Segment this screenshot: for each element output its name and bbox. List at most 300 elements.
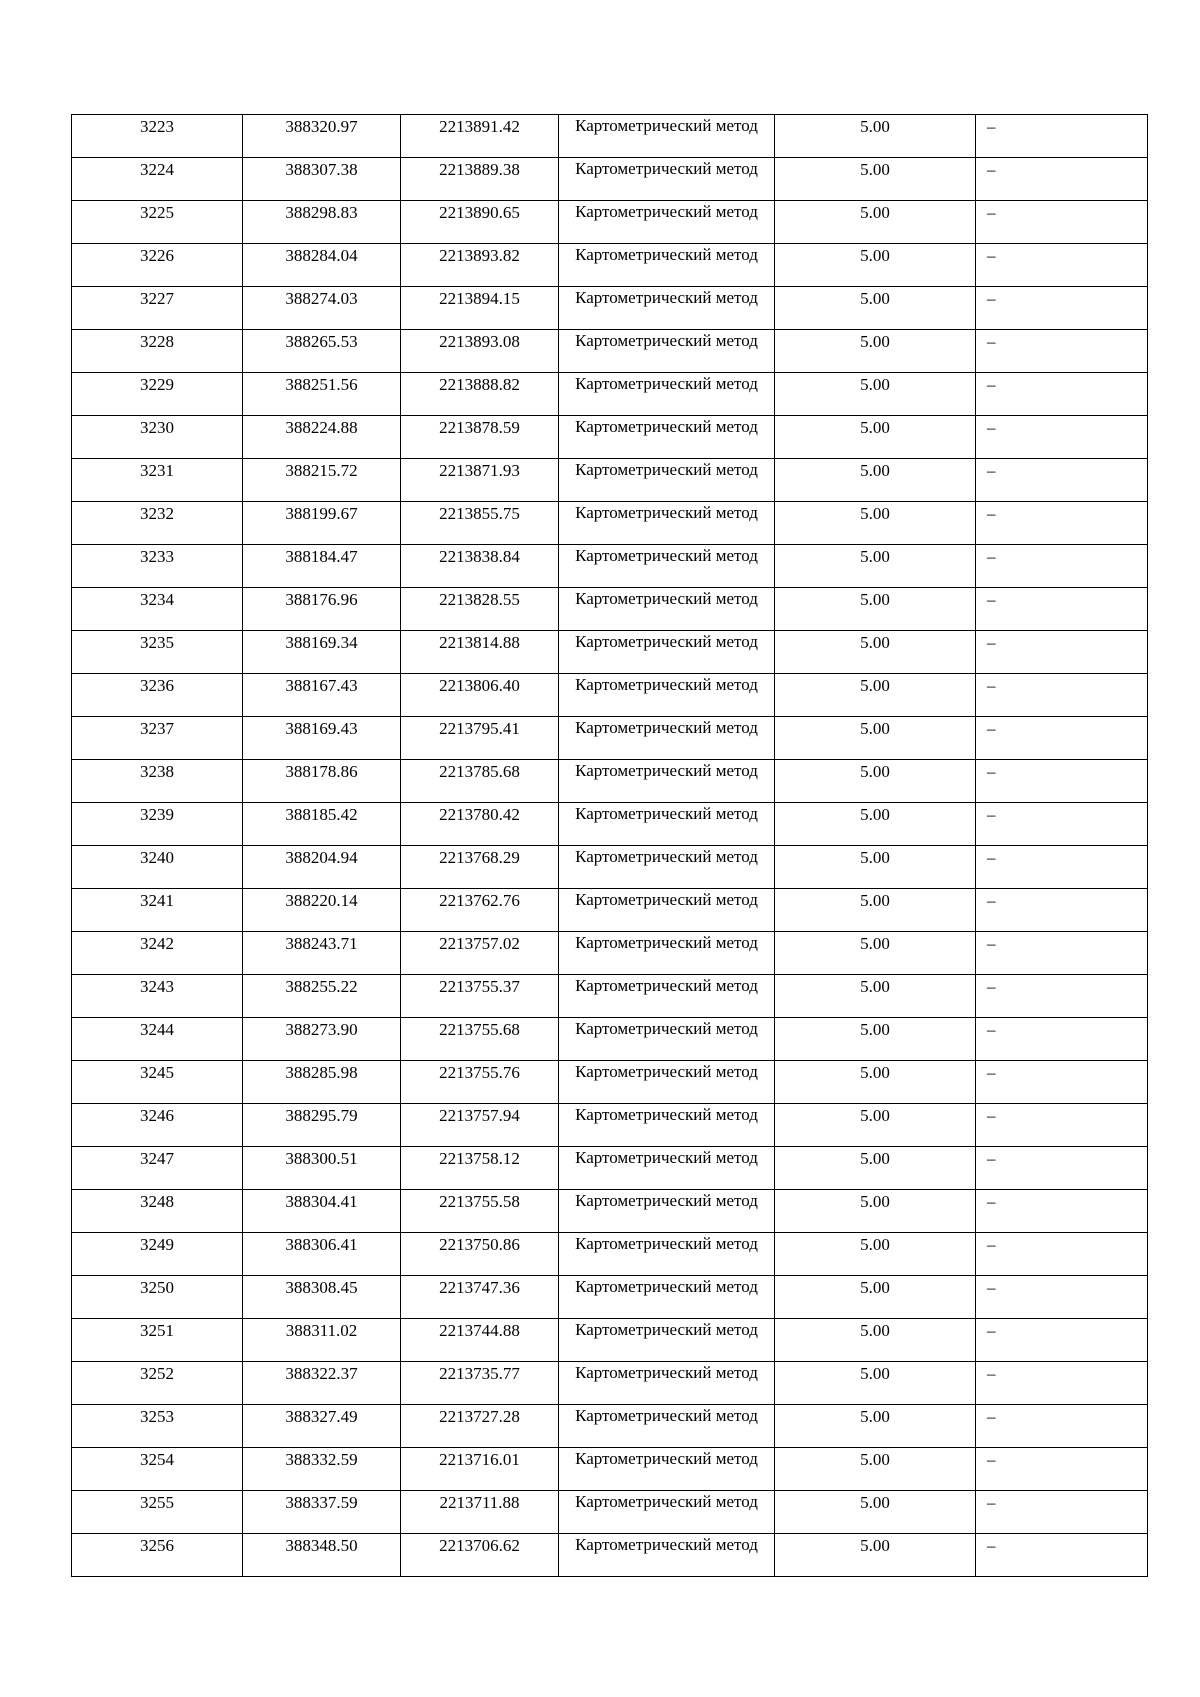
note-cell xyxy=(976,330,1148,373)
y-coordinate-cell-text: 2213795.41 xyxy=(439,719,520,738)
x-coordinate-cell xyxy=(243,1448,401,1491)
table-row xyxy=(72,1147,1148,1190)
note-cell-text: – xyxy=(987,676,996,695)
point-number-cell xyxy=(72,1362,243,1405)
accuracy-cell-text: 5.00 xyxy=(860,1235,890,1254)
table-row xyxy=(72,1491,1148,1534)
accuracy-cell-text: 5.00 xyxy=(860,1149,890,1168)
x-coordinate-cell xyxy=(243,1534,401,1577)
point-number-cell xyxy=(72,1190,243,1233)
point-number-cell-text: 3254 xyxy=(140,1450,174,1469)
table-row xyxy=(72,1061,1148,1104)
accuracy-cell-text: 5.00 xyxy=(860,848,890,867)
method-cell xyxy=(559,1534,775,1577)
point-number-cell-text: 3247 xyxy=(140,1149,174,1168)
method-cell xyxy=(559,1061,775,1104)
method-cell-text: Картометрический метод xyxy=(575,1019,758,1038)
accuracy-cell-text: 5.00 xyxy=(860,160,890,179)
point-number-cell xyxy=(72,201,243,244)
y-coordinate-cell xyxy=(401,244,559,287)
accuracy-cell xyxy=(775,1061,976,1104)
note-cell-text: – xyxy=(987,805,996,824)
note-cell xyxy=(976,1362,1148,1405)
point-number-cell-text: 3251 xyxy=(140,1321,174,1340)
table-body xyxy=(72,115,1148,1577)
point-number-cell xyxy=(72,330,243,373)
y-coordinate-cell xyxy=(401,502,559,545)
x-coordinate-cell-text: 388295.79 xyxy=(285,1106,358,1125)
method-cell xyxy=(559,932,775,975)
note-cell-text: – xyxy=(987,418,996,437)
x-coordinate-cell xyxy=(243,158,401,201)
x-coordinate-cell xyxy=(243,1233,401,1276)
y-coordinate-cell-text: 2213716.01 xyxy=(439,1450,520,1469)
method-cell xyxy=(559,115,775,158)
x-coordinate-cell xyxy=(243,717,401,760)
x-coordinate-cell xyxy=(243,459,401,502)
y-coordinate-cell xyxy=(401,1233,559,1276)
accuracy-cell-text: 5.00 xyxy=(860,1192,890,1211)
note-cell-text: – xyxy=(987,289,996,308)
accuracy-cell xyxy=(775,1319,976,1362)
x-coordinate-cell-text: 388204.94 xyxy=(285,848,358,867)
point-number-cell-text: 3242 xyxy=(140,934,174,953)
x-coordinate-cell xyxy=(243,244,401,287)
accuracy-cell xyxy=(775,1276,976,1319)
method-cell-text: Картометрический метод xyxy=(575,202,758,221)
x-coordinate-cell xyxy=(243,803,401,846)
table-row xyxy=(72,244,1148,287)
accuracy-cell xyxy=(775,846,976,889)
accuracy-cell-text: 5.00 xyxy=(860,289,890,308)
note-cell xyxy=(976,588,1148,631)
y-coordinate-cell-text: 2213755.76 xyxy=(439,1063,520,1082)
accuracy-cell xyxy=(775,373,976,416)
accuracy-cell-text: 5.00 xyxy=(860,805,890,824)
y-coordinate-cell xyxy=(401,459,559,502)
accuracy-cell xyxy=(775,717,976,760)
x-coordinate-cell-text: 388224.88 xyxy=(285,418,358,437)
y-coordinate-cell xyxy=(401,717,559,760)
table-row xyxy=(72,1018,1148,1061)
accuracy-cell-text: 5.00 xyxy=(860,246,890,265)
table-row xyxy=(72,717,1148,760)
point-number-cell xyxy=(72,158,243,201)
x-coordinate-cell-text: 388184.47 xyxy=(285,547,358,566)
y-coordinate-cell xyxy=(401,115,559,158)
note-cell-text: – xyxy=(987,461,996,480)
y-coordinate-cell-text: 2213785.68 xyxy=(439,762,520,781)
x-coordinate-cell-text: 388176.96 xyxy=(285,590,358,609)
x-coordinate-cell-text: 388300.51 xyxy=(285,1149,358,1168)
note-cell xyxy=(976,1147,1148,1190)
accuracy-cell-text: 5.00 xyxy=(860,1450,890,1469)
table-row xyxy=(72,373,1148,416)
table-row xyxy=(72,1233,1148,1276)
accuracy-cell-text: 5.00 xyxy=(860,1278,890,1297)
x-coordinate-cell xyxy=(243,889,401,932)
point-number-cell xyxy=(72,373,243,416)
point-number-cell xyxy=(72,287,243,330)
x-coordinate-cell xyxy=(243,416,401,459)
note-cell xyxy=(976,889,1148,932)
table-row xyxy=(72,1362,1148,1405)
y-coordinate-cell xyxy=(401,674,559,717)
x-coordinate-cell-text: 388274.03 xyxy=(285,289,358,308)
method-cell-text: Картометрический метод xyxy=(575,1105,758,1124)
x-coordinate-cell-text: 388255.22 xyxy=(285,977,358,996)
point-number-cell xyxy=(72,674,243,717)
accuracy-cell xyxy=(775,1448,976,1491)
accuracy-cell xyxy=(775,631,976,674)
note-cell-text: – xyxy=(987,1235,996,1254)
accuracy-cell xyxy=(775,1147,976,1190)
point-number-cell-text: 3236 xyxy=(140,676,174,695)
table-row xyxy=(72,1190,1148,1233)
y-coordinate-cell-text: 2213893.82 xyxy=(439,246,520,265)
point-number-cell xyxy=(72,1061,243,1104)
x-coordinate-cell xyxy=(243,975,401,1018)
y-coordinate-cell xyxy=(401,287,559,330)
note-cell-text: – xyxy=(987,1106,996,1125)
note-cell xyxy=(976,674,1148,717)
y-coordinate-cell-text: 2213735.77 xyxy=(439,1364,520,1383)
x-coordinate-cell-text: 388332.59 xyxy=(285,1450,358,1469)
method-cell xyxy=(559,1190,775,1233)
note-cell-text: – xyxy=(987,977,996,996)
method-cell-text: Картометрический метод xyxy=(575,546,758,565)
point-number-cell xyxy=(72,846,243,889)
note-cell xyxy=(976,1190,1148,1233)
point-number-cell xyxy=(72,588,243,631)
method-cell-text: Картометрический метод xyxy=(575,890,758,909)
x-coordinate-cell xyxy=(243,1147,401,1190)
accuracy-cell xyxy=(775,1190,976,1233)
method-cell-text: Картометрический метод xyxy=(575,632,758,651)
table-row xyxy=(72,889,1148,932)
accuracy-cell xyxy=(775,803,976,846)
method-cell xyxy=(559,1448,775,1491)
note-cell xyxy=(976,545,1148,588)
point-number-cell xyxy=(72,416,243,459)
y-coordinate-cell-text: 2213871.93 xyxy=(439,461,520,480)
x-coordinate-cell-text: 388307.38 xyxy=(285,160,358,179)
y-coordinate-cell xyxy=(401,760,559,803)
point-number-cell-text: 3227 xyxy=(140,289,174,308)
method-cell-text: Картометрический метод xyxy=(575,1277,758,1296)
accuracy-cell-text: 5.00 xyxy=(860,633,890,652)
table-row xyxy=(72,631,1148,674)
x-coordinate-cell-text: 388304.41 xyxy=(285,1192,358,1211)
y-coordinate-cell-text: 2213888.82 xyxy=(439,375,520,394)
method-cell xyxy=(559,588,775,631)
method-cell-text: Картометрический метод xyxy=(575,1363,758,1382)
method-cell xyxy=(559,1104,775,1147)
x-coordinate-cell-text: 388298.83 xyxy=(285,203,358,222)
x-coordinate-cell-text: 388199.67 xyxy=(285,504,358,523)
method-cell xyxy=(559,1319,775,1362)
note-cell xyxy=(976,803,1148,846)
y-coordinate-cell-text: 2213828.55 xyxy=(439,590,520,609)
note-cell xyxy=(976,1319,1148,1362)
table-row xyxy=(72,330,1148,373)
y-coordinate-cell-text: 2213768.29 xyxy=(439,848,520,867)
method-cell-text: Картометрический метод xyxy=(575,1406,758,1425)
method-cell xyxy=(559,330,775,373)
y-coordinate-cell-text: 2213757.02 xyxy=(439,934,520,953)
note-cell-text: – xyxy=(987,160,996,179)
x-coordinate-cell-text: 388220.14 xyxy=(285,891,358,910)
note-cell xyxy=(976,158,1148,201)
point-number-cell xyxy=(72,244,243,287)
point-number-cell xyxy=(72,932,243,975)
y-coordinate-cell-text: 2213750.86 xyxy=(439,1235,520,1254)
y-coordinate-cell-text: 2213706.62 xyxy=(439,1536,520,1555)
accuracy-cell-text: 5.00 xyxy=(860,1321,890,1340)
point-number-cell-text: 3248 xyxy=(140,1192,174,1211)
y-coordinate-cell-text: 2213762.76 xyxy=(439,891,520,910)
y-coordinate-cell xyxy=(401,330,559,373)
accuracy-cell xyxy=(775,545,976,588)
point-number-cell xyxy=(72,545,243,588)
x-coordinate-cell-text: 388348.50 xyxy=(285,1536,358,1555)
note-cell-text: – xyxy=(987,1278,996,1297)
method-cell xyxy=(559,287,775,330)
method-cell-text: Картометрический метод xyxy=(575,1191,758,1210)
note-cell xyxy=(976,1233,1148,1276)
table-row xyxy=(72,932,1148,975)
point-number-cell xyxy=(72,760,243,803)
accuracy-cell xyxy=(775,1018,976,1061)
accuracy-cell xyxy=(775,932,976,975)
table-row xyxy=(72,1534,1148,1577)
x-coordinate-cell xyxy=(243,932,401,975)
x-coordinate-cell xyxy=(243,1061,401,1104)
point-number-cell xyxy=(72,459,243,502)
note-cell xyxy=(976,201,1148,244)
point-number-cell xyxy=(72,1534,243,1577)
y-coordinate-cell-text: 2213780.42 xyxy=(439,805,520,824)
table-row xyxy=(72,803,1148,846)
method-cell-text: Картометрический метод xyxy=(575,503,758,522)
method-cell-text: Картометрический метод xyxy=(575,159,758,178)
accuracy-cell-text: 5.00 xyxy=(860,1106,890,1125)
table-row xyxy=(72,975,1148,1018)
note-cell xyxy=(976,1104,1148,1147)
accuracy-cell-text: 5.00 xyxy=(860,719,890,738)
x-coordinate-cell xyxy=(243,1491,401,1534)
note-cell-text: – xyxy=(987,633,996,652)
accuracy-cell xyxy=(775,158,976,201)
y-coordinate-cell xyxy=(401,545,559,588)
method-cell xyxy=(559,975,775,1018)
note-cell xyxy=(976,1448,1148,1491)
x-coordinate-cell-text: 388185.42 xyxy=(285,805,358,824)
y-coordinate-cell-text: 2213711.88 xyxy=(439,1493,520,1512)
method-cell-text: Картометрический метод xyxy=(575,761,758,780)
x-coordinate-cell xyxy=(243,631,401,674)
x-coordinate-cell xyxy=(243,1190,401,1233)
point-number-cell-text: 3246 xyxy=(140,1106,174,1125)
x-coordinate-cell-text: 388215.72 xyxy=(285,461,358,480)
note-cell-text: – xyxy=(987,504,996,523)
y-coordinate-cell-text: 2213838.84 xyxy=(439,547,520,566)
accuracy-cell-text: 5.00 xyxy=(860,203,890,222)
accuracy-cell-text: 5.00 xyxy=(860,1364,890,1383)
y-coordinate-cell-text: 2213889.38 xyxy=(439,160,520,179)
note-cell xyxy=(976,1018,1148,1061)
note-cell-text: – xyxy=(987,891,996,910)
method-cell xyxy=(559,760,775,803)
method-cell-text: Картометрический метод xyxy=(575,933,758,952)
x-coordinate-cell-text: 388322.37 xyxy=(285,1364,358,1383)
point-number-cell-text: 3228 xyxy=(140,332,174,351)
method-cell xyxy=(559,717,775,760)
method-cell xyxy=(559,244,775,287)
y-coordinate-cell xyxy=(401,846,559,889)
table-row xyxy=(72,674,1148,717)
accuracy-cell-text: 5.00 xyxy=(860,418,890,437)
x-coordinate-cell-text: 388284.04 xyxy=(285,246,358,265)
y-coordinate-cell xyxy=(401,1448,559,1491)
accuracy-cell xyxy=(775,201,976,244)
point-number-cell-text: 3229 xyxy=(140,375,174,394)
x-coordinate-cell xyxy=(243,588,401,631)
accuracy-cell-text: 5.00 xyxy=(860,977,890,996)
method-cell-text: Картометрический метод xyxy=(575,1320,758,1339)
y-coordinate-cell xyxy=(401,588,559,631)
table-row xyxy=(72,1319,1148,1362)
method-cell-text: Картометрический метод xyxy=(575,675,758,694)
accuracy-cell xyxy=(775,1362,976,1405)
y-coordinate-cell-text: 2213891.42 xyxy=(439,117,520,136)
method-cell-text: Картометрический метод xyxy=(575,1449,758,1468)
note-cell xyxy=(976,932,1148,975)
point-number-cell-text: 3244 xyxy=(140,1020,174,1039)
accuracy-cell xyxy=(775,115,976,158)
method-cell-text: Картометрический метод xyxy=(575,245,758,264)
x-coordinate-cell-text: 388167.43 xyxy=(285,676,358,695)
x-coordinate-cell-text: 388169.34 xyxy=(285,633,358,652)
method-cell-text: Картометрический метод xyxy=(575,589,758,608)
accuracy-cell xyxy=(775,1491,976,1534)
accuracy-cell-text: 5.00 xyxy=(860,1407,890,1426)
note-cell xyxy=(976,1061,1148,1104)
x-coordinate-cell xyxy=(243,1319,401,1362)
note-cell-text: – xyxy=(987,1063,996,1082)
point-number-cell xyxy=(72,1104,243,1147)
point-number-cell xyxy=(72,889,243,932)
table-row xyxy=(72,115,1148,158)
method-cell-text: Картометрический метод xyxy=(575,460,758,479)
table-row xyxy=(72,1448,1148,1491)
point-number-cell-text: 3238 xyxy=(140,762,174,781)
x-coordinate-cell-text: 388308.45 xyxy=(285,1278,358,1297)
point-number-cell-text: 3232 xyxy=(140,504,174,523)
x-coordinate-cell xyxy=(243,502,401,545)
y-coordinate-cell xyxy=(401,1491,559,1534)
y-coordinate-cell-text: 2213894.15 xyxy=(439,289,520,308)
coordinates-table xyxy=(71,114,1148,1577)
accuracy-cell xyxy=(775,459,976,502)
table-row xyxy=(72,459,1148,502)
method-cell-text: Картометрический метод xyxy=(575,804,758,823)
accuracy-cell xyxy=(775,1534,976,1577)
accuracy-cell-text: 5.00 xyxy=(860,762,890,781)
x-coordinate-cell-text: 388311.02 xyxy=(285,1321,358,1340)
note-cell-text: – xyxy=(987,117,996,136)
note-cell-text: – xyxy=(987,1407,996,1426)
table-row xyxy=(72,1405,1148,1448)
accuracy-cell xyxy=(775,975,976,1018)
y-coordinate-cell xyxy=(401,1190,559,1233)
accuracy-cell-text: 5.00 xyxy=(860,504,890,523)
method-cell xyxy=(559,1233,775,1276)
table-row xyxy=(72,545,1148,588)
method-cell xyxy=(559,1147,775,1190)
point-number-cell xyxy=(72,502,243,545)
method-cell xyxy=(559,1018,775,1061)
y-coordinate-cell-text: 2213758.12 xyxy=(439,1149,520,1168)
table-row xyxy=(72,158,1148,201)
note-cell-text: – xyxy=(987,1493,996,1512)
method-cell xyxy=(559,545,775,588)
note-cell-text: – xyxy=(987,719,996,738)
x-coordinate-cell-text: 388273.90 xyxy=(285,1020,358,1039)
method-cell xyxy=(559,416,775,459)
note-cell xyxy=(976,1491,1148,1534)
method-cell xyxy=(559,803,775,846)
note-cell xyxy=(976,416,1148,459)
note-cell xyxy=(976,846,1148,889)
point-number-cell-text: 3240 xyxy=(140,848,174,867)
x-coordinate-cell xyxy=(243,1018,401,1061)
point-number-cell xyxy=(72,631,243,674)
point-number-cell-text: 3231 xyxy=(140,461,174,480)
point-number-cell-text: 3249 xyxy=(140,1235,174,1254)
note-cell xyxy=(976,244,1148,287)
x-coordinate-cell-text: 388169.43 xyxy=(285,719,358,738)
point-number-cell-text: 3239 xyxy=(140,805,174,824)
y-coordinate-cell-text: 2213855.75 xyxy=(439,504,520,523)
accuracy-cell-text: 5.00 xyxy=(860,1493,890,1512)
y-coordinate-cell-text: 2213893.08 xyxy=(439,332,520,351)
method-cell xyxy=(559,1405,775,1448)
y-coordinate-cell xyxy=(401,631,559,674)
note-cell xyxy=(976,717,1148,760)
x-coordinate-cell-text: 388243.71 xyxy=(285,934,358,953)
accuracy-cell xyxy=(775,287,976,330)
method-cell xyxy=(559,1276,775,1319)
note-cell-text: – xyxy=(987,332,996,351)
method-cell-text: Картометрический метод xyxy=(575,288,758,307)
x-coordinate-cell xyxy=(243,1104,401,1147)
y-coordinate-cell xyxy=(401,1405,559,1448)
x-coordinate-cell-text: 388327.49 xyxy=(285,1407,358,1426)
accuracy-cell-text: 5.00 xyxy=(860,891,890,910)
point-number-cell-text: 3255 xyxy=(140,1493,174,1512)
note-cell-text: – xyxy=(987,1020,996,1039)
point-number-cell-text: 3226 xyxy=(140,246,174,265)
method-cell xyxy=(559,158,775,201)
note-cell-text: – xyxy=(987,1192,996,1211)
accuracy-cell-text: 5.00 xyxy=(860,676,890,695)
note-cell-text: – xyxy=(987,1450,996,1469)
accuracy-cell xyxy=(775,1405,976,1448)
x-coordinate-cell xyxy=(243,115,401,158)
note-cell xyxy=(976,1534,1148,1577)
accuracy-cell xyxy=(775,1233,976,1276)
